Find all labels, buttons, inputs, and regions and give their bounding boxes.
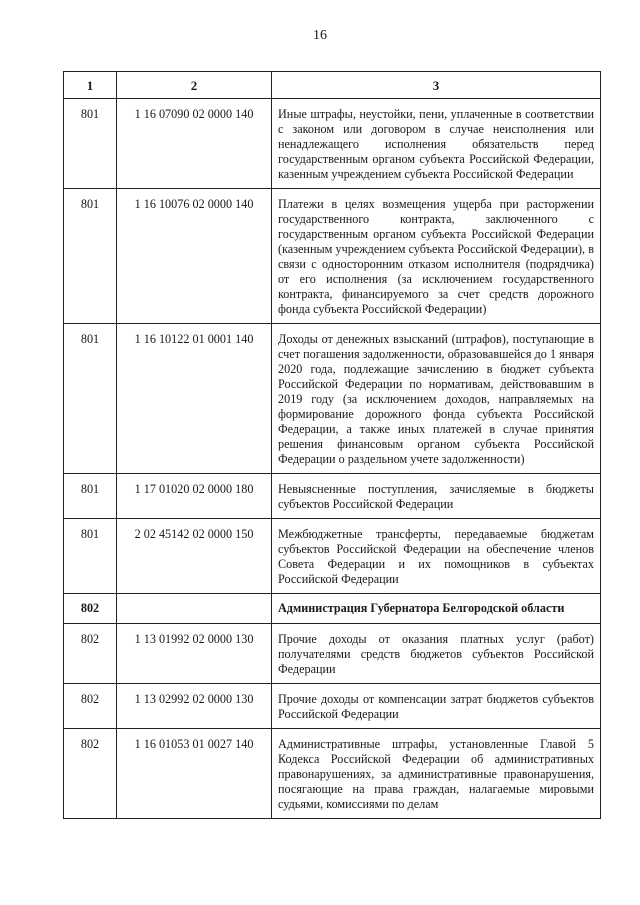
column-header-code: 2 (117, 72, 272, 99)
revenue-code-cell (117, 594, 272, 624)
table-row (64, 519, 601, 594)
admin-code-cell: 802 (64, 684, 117, 729)
description-cell: Невыясненные поступления, зачисляемые в бюджеты субъектов Российской Федерации (272, 474, 601, 519)
description-cell: Доходы от денежных взысканий (штрафов), поступающие в счет погашения задолженности, образовавшейся до 1 января 2020 года, подлежащие зачислению в бюджет субъекта Российской Федерации по нормативам, действовавшим в 2019 году (за исключением доходов, направляемых на формирование дорожного фонда субъекта Российской Федерации, а также иных платежей в случае принятия решения финансовым органом субъекта Российской Федерации о раздельном учете задолженности) (272, 324, 601, 474)
section-header-row (64, 594, 601, 624)
table-row (64, 624, 601, 684)
revenue-codes-table (63, 71, 601, 819)
table-row (64, 189, 601, 324)
table-header-row (64, 72, 601, 99)
admin-code-cell: 801 (64, 324, 117, 474)
table-row (64, 99, 601, 189)
page-number: 16 (313, 28, 327, 43)
table-row (64, 684, 601, 729)
admin-code-cell: 801 (64, 474, 117, 519)
revenue-code-cell: 1 13 01992 02 0000 130 (117, 624, 272, 684)
description-cell: Межбюджетные трансферты, передаваемые бюджетам субъектов Российской Федерации на обеспечение членов Совета Федерации и их помощников в субъектах Российской Федерации (272, 519, 601, 594)
administrator-name-cell: Администрация Губернатора Белгородской области (272, 594, 601, 624)
admin-code-cell: 802 (64, 594, 117, 624)
revenue-code-cell: 1 16 10122 01 0001 140 (117, 324, 272, 474)
table-row (64, 474, 601, 519)
column-header-admin: 1 (64, 72, 117, 99)
table-row (64, 324, 601, 474)
revenue-code-cell: 1 13 02992 02 0000 130 (117, 684, 272, 729)
description-cell: Административные штрафы, установленные Главой 5 Кодекса Российской Федерации об административных правонарушениях, за административные правонарушения, посягающие на права граждан, налагаемые мировыми судьями, комиссиями по делам (272, 729, 601, 819)
admin-code-cell: 801 (64, 99, 117, 189)
column-header-description: 3 (272, 72, 601, 99)
description-cell: Прочие доходы от оказания платных услуг (работ) получателями средств бюджетов субъектов Российской Федерации (272, 624, 601, 684)
revenue-code-cell: 1 16 01053 01 0027 140 (117, 729, 272, 819)
admin-code-cell: 801 (64, 189, 117, 324)
admin-code-cell: 802 (64, 624, 117, 684)
description-cell: Платежи в целях возмещения ущерба при расторжении государственного контракта, заключенного с государственным органом субъекта Российской Федерации (казенным учреждением субъекта Российской Федерации), в связи с односторонним отказом исполнителя (подрядчика) от его исполнения (за исключением государственного контракта, финансируемого за счет средств дорожного фонда субъекта Российской Федерации) (272, 189, 601, 324)
revenue-code-cell: 1 16 10076 02 0000 140 (117, 189, 272, 324)
admin-code-cell: 802 (64, 729, 117, 819)
revenue-code-cell: 1 16 07090 02 0000 140 (117, 99, 272, 189)
revenue-code-cell: 1 17 01020 02 0000 180 (117, 474, 272, 519)
description-cell: Прочие доходы от компенсации затрат бюджетов субъектов Российской Федерации (272, 684, 601, 729)
table-row (64, 729, 601, 819)
admin-code-cell: 801 (64, 519, 117, 594)
description-cell: Иные штрафы, неустойки, пени, уплаченные в соответствии с законом или договором в случае неисполнения или ненадлежащего исполнения обязательств перед государственным органом субъекта Российской Федерации, казенным учреждением субъекта Российской Федерации (272, 99, 601, 189)
revenue-code-cell: 2 02 45142 02 0000 150 (117, 519, 272, 594)
